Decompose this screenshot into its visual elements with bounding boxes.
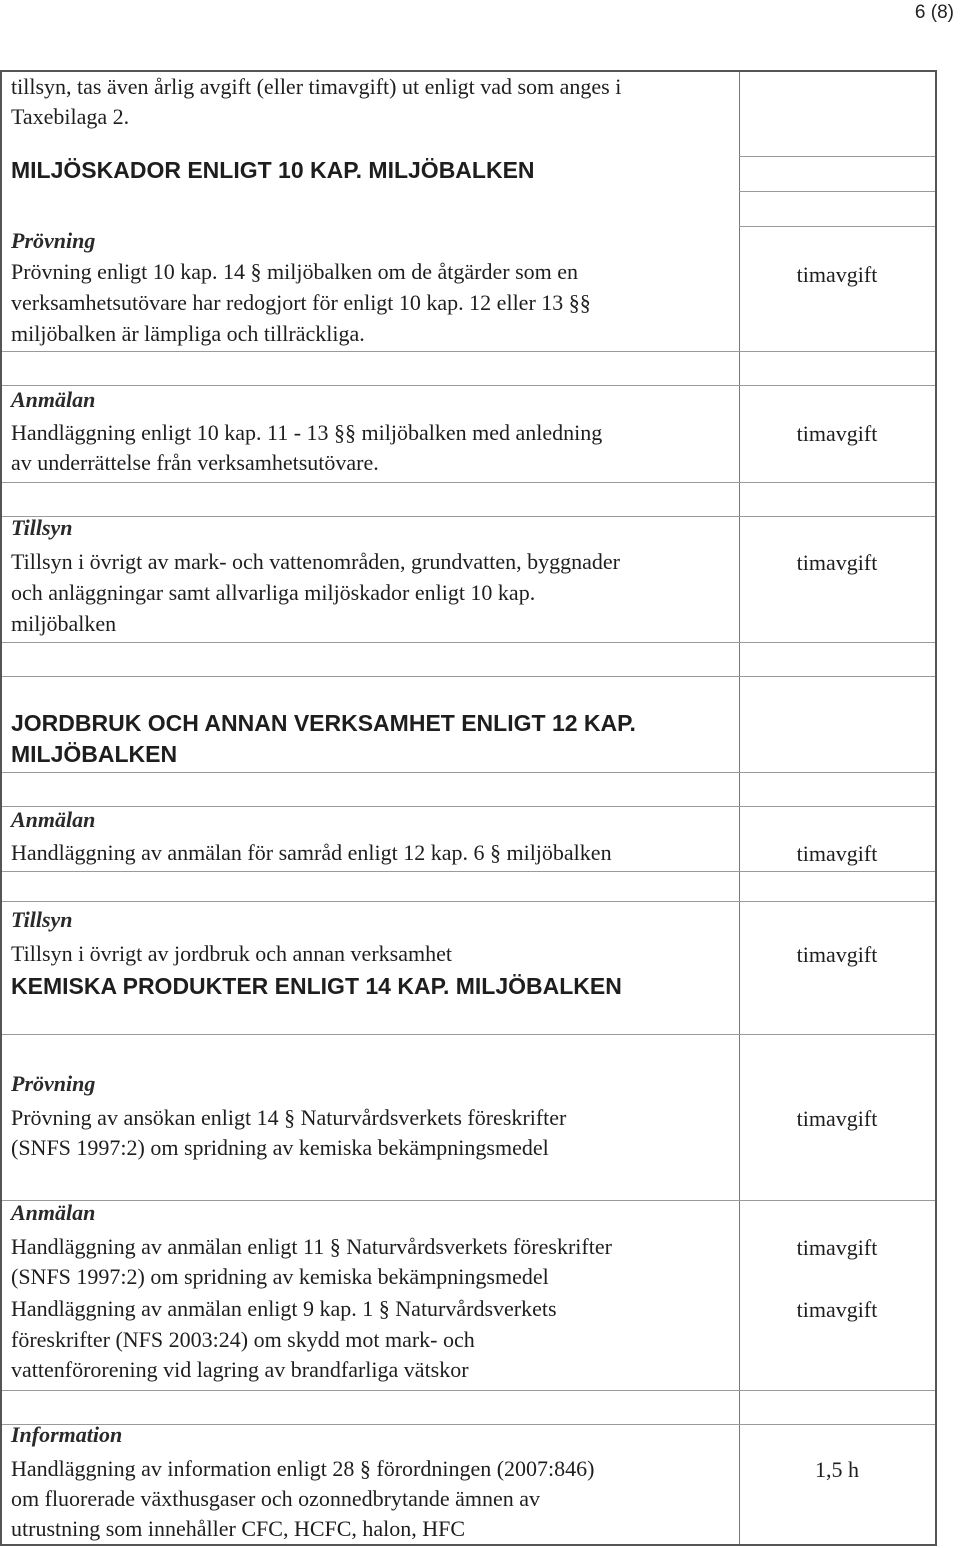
fee-value: timavgift	[796, 1235, 878, 1260]
section-heading-kemiska: KEMISKA PRODUKTER ENLIGT 14 KAP. MILJÖBALKEN	[11, 973, 622, 999]
fee-value: timavgift	[796, 421, 878, 446]
row-divider	[2, 772, 935, 773]
row-divider	[2, 1390, 935, 1391]
fee-value: timavgift	[796, 550, 878, 575]
row-divider	[739, 156, 935, 157]
information-text-line: utrustning som innehåller CFC, HCFC, halon, HFC	[11, 1516, 466, 1541]
fee-value: timavgift	[796, 942, 878, 967]
anmalan-text-line: Handläggning av anmälan enligt 9 kap. 1 § Naturvårdsverkets	[11, 1296, 557, 1321]
row-divider	[739, 191, 935, 192]
tillsyn-text-line: Tillsyn i övrigt av jordbruk och annan verksamhet	[11, 941, 452, 966]
provning-text-line: miljöbalken är lämpliga och tillräckliga.	[11, 321, 365, 346]
anmalan-text-line: av underrättelse från verksamhetsutövare.	[11, 450, 379, 475]
subheading-anmalan: Anmälan	[11, 1200, 96, 1225]
subheading-anmalan: Anmälan	[11, 387, 96, 412]
anmalan-text-line: föreskrifter (NFS 2003:24) om skydd mot mark- och	[11, 1327, 475, 1352]
section-heading-jordbruk: JORDBRUK OCH ANNAN VERKSAMHET ENLIGT 12 KAP.	[11, 710, 636, 736]
row-divider	[2, 1424, 935, 1425]
fee-value: timavgift	[796, 1106, 878, 1131]
information-text-line: om fluorerade växthusgaser och ozonnedbrytande ämnen av	[11, 1486, 541, 1511]
provning-text-line: Prövning enligt 10 kap. 14 § miljöbalken om de åtgärder som en	[11, 259, 579, 284]
row-divider	[2, 901, 935, 902]
row-divider	[2, 385, 935, 386]
subheading-provning: Prövning	[11, 1071, 96, 1096]
row-divider	[2, 516, 935, 517]
anmalan-text-line: Handläggning av anmälan för samråd enligt 12 kap. 6 § miljöbalken	[11, 840, 612, 865]
provning-text-line: verksamhetsutövare har redogjort för enligt 10 kap. 12 eller 13 §§	[11, 290, 591, 315]
subheading-tillsyn: Tillsyn	[11, 515, 73, 540]
page-number: 6 (8)	[914, 2, 954, 23]
anmalan-text-line: (SNFS 1997:2) om spridning av kemiska bekämpningsmedel	[11, 1264, 549, 1289]
anmalan-text-line: vattenförorening vid lagring av brandfarliga vätskor	[11, 1357, 469, 1382]
section-heading-jordbruk: MILJÖBALKEN	[11, 741, 178, 767]
subheading-information: Information	[11, 1422, 123, 1447]
tillsyn-text-line: Tillsyn i övrigt av mark- och vattenområden, grundvatten, byggnader	[11, 549, 620, 574]
subheading-provning: Prövning	[11, 228, 96, 253]
row-divider	[2, 1200, 935, 1201]
row-divider	[2, 1034, 935, 1035]
provning-text-line: Prövning av ansökan enligt 14 § Naturvårdsverkets föreskrifter	[11, 1105, 567, 1130]
fee-value: timavgift	[796, 841, 878, 866]
row-divider	[2, 642, 935, 643]
section-heading-miljoskador: MILJÖSKADOR ENLIGT 10 KAP. MILJÖBALKEN	[11, 157, 535, 183]
fee-value: timavgift	[796, 1297, 878, 1322]
intro-text-line: tillsyn, tas även årlig avgift (eller timavgift) ut enligt vad som anges i	[11, 74, 622, 99]
fee-value: timavgift	[796, 262, 878, 287]
subheading-anmalan: Anmälan	[11, 807, 96, 832]
anmalan-text-line: Handläggning av anmälan enligt 11 § Naturvårdsverkets föreskrifter	[11, 1234, 612, 1259]
provning-text-line: (SNFS 1997:2) om spridning av kemiska bekämpningsmedel	[11, 1135, 549, 1160]
row-divider	[2, 806, 935, 807]
information-text-line: Handläggning av information enligt 28 § förordningen (2007:846)	[11, 1456, 595, 1481]
row-divider	[2, 676, 935, 677]
row-divider	[2, 482, 935, 483]
row-divider	[2, 871, 935, 872]
subheading-tillsyn: Tillsyn	[11, 907, 73, 932]
intro-text-line: Taxebilaga 2.	[11, 104, 130, 129]
row-divider	[2, 351, 935, 352]
row-divider	[739, 226, 935, 227]
tillsyn-text-line: och anläggningar samt allvarliga miljöskador enligt 10 kap.	[11, 580, 536, 605]
tillsyn-text-line: miljöbalken	[11, 611, 117, 636]
anmalan-text-line: Handläggning enligt 10 kap. 11 - 13 §§ miljöbalken med anledning	[11, 420, 603, 445]
fee-value: 1,5 h	[815, 1457, 859, 1482]
